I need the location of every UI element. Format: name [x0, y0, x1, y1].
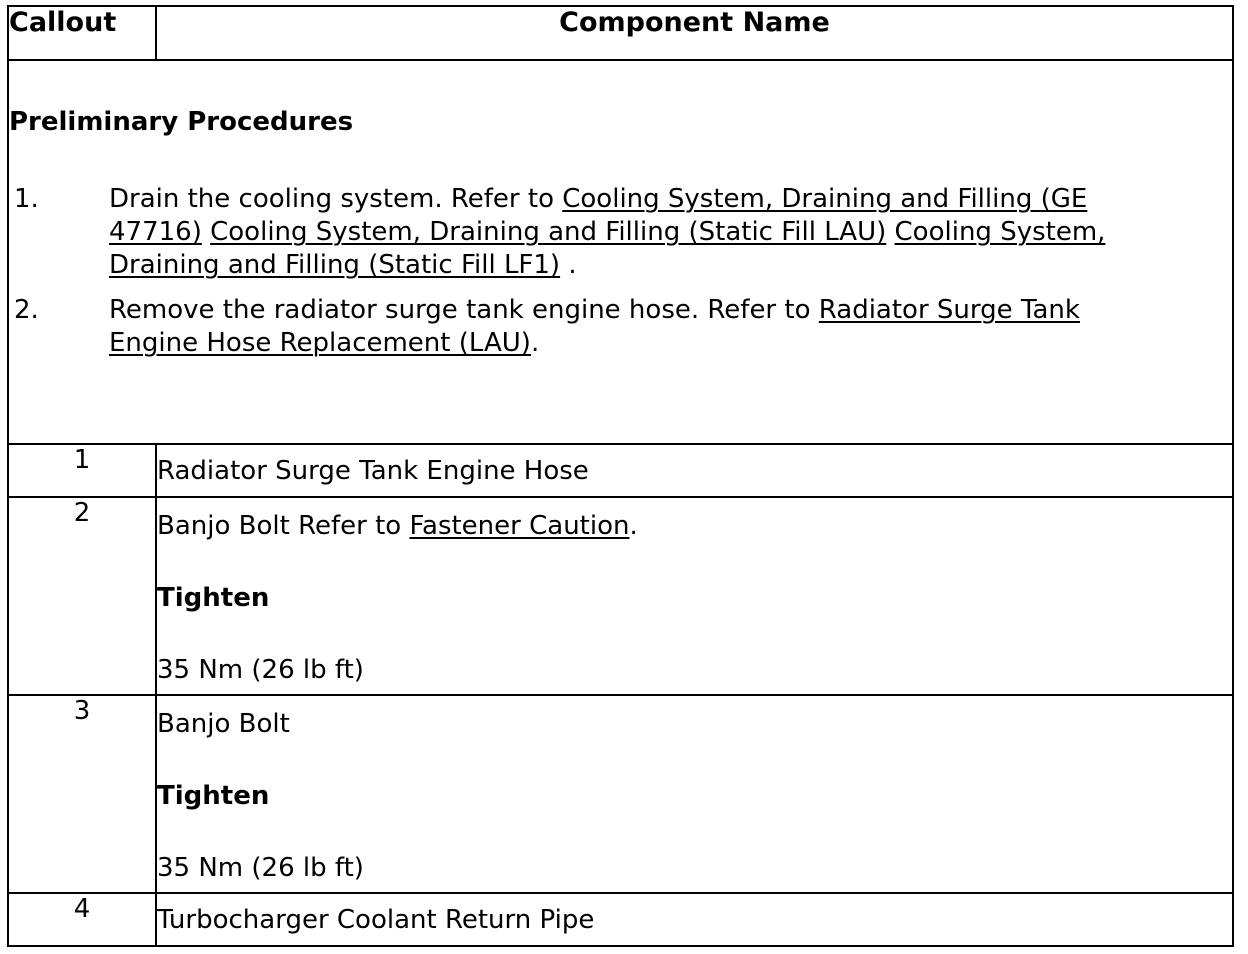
component-name: Radiator Surge Tank Engine Hose [156, 444, 1233, 497]
table-row [8, 695, 1233, 893]
step-text [109, 183, 1109, 282]
component-name: Banjo Bolt [157, 709, 290, 739]
component-name-text: Banjo Bolt Refer to [157, 511, 410, 541]
link-cooling-system-static-fill-lf1[interactable]: Cooling System, Draining and Filling (Static Fill LF1) [109, 217, 1106, 280]
procedure-step-1 [9, 183, 1232, 282]
callout-header: Callout [8, 6, 156, 60]
torque-spec: 35 Nm (26 lb ft) [157, 853, 364, 883]
callout-number: 2 [8, 497, 156, 695]
tighten-label: Tighten [157, 583, 270, 613]
torque-spec: 35 Nm (26 lb ft) [157, 655, 364, 685]
component-name-header: Component Name [156, 6, 1233, 60]
step-text-lead: Drain the cooling system. Refer to [109, 184, 563, 214]
tighten-label: Tighten [157, 781, 270, 811]
component-name [157, 511, 1232, 541]
step-text-lead: Remove the radiator surge tank engine hose. Refer to [109, 295, 819, 325]
step-number: 1. [14, 184, 39, 214]
table-row [8, 893, 1233, 946]
table-row [8, 444, 1233, 497]
preliminary-row [8, 60, 1233, 444]
callout-number: 1 [8, 444, 156, 497]
step-number: 2. [14, 295, 39, 325]
preliminary-title: Preliminary Procedures [9, 107, 354, 137]
link-cooling-system-ge-47716[interactable]: Cooling System, Draining and Filling (GE 47716) [109, 184, 1088, 247]
callout-number: 3 [8, 695, 156, 893]
component-name: Turbocharger Coolant Return Pipe [156, 893, 1233, 946]
link-radiator-surge-tank-hose-replacement[interactable]: Radiator Surge Tank Engine Hose Replacement (LAU) [109, 295, 1080, 358]
component-name-tail: . [629, 511, 638, 541]
step-text [109, 294, 1109, 360]
step-text-tail: . [530, 328, 540, 358]
procedure-step-2 [9, 294, 1232, 360]
link-cooling-system-static-fill-lau[interactable]: Cooling System, Draining and Filling (Static Fill LAU) [210, 217, 887, 247]
callout-number: 4 [8, 893, 156, 946]
link-fastener-caution[interactable]: Fastener Caution [409, 511, 630, 541]
component-cell [156, 695, 1233, 893]
preliminary-cell [8, 60, 1233, 444]
table-row [8, 497, 1233, 695]
header-row [8, 6, 1233, 60]
step-text-tail: . [560, 250, 577, 280]
component-cell [156, 497, 1233, 695]
component-table [7, 5, 1234, 947]
